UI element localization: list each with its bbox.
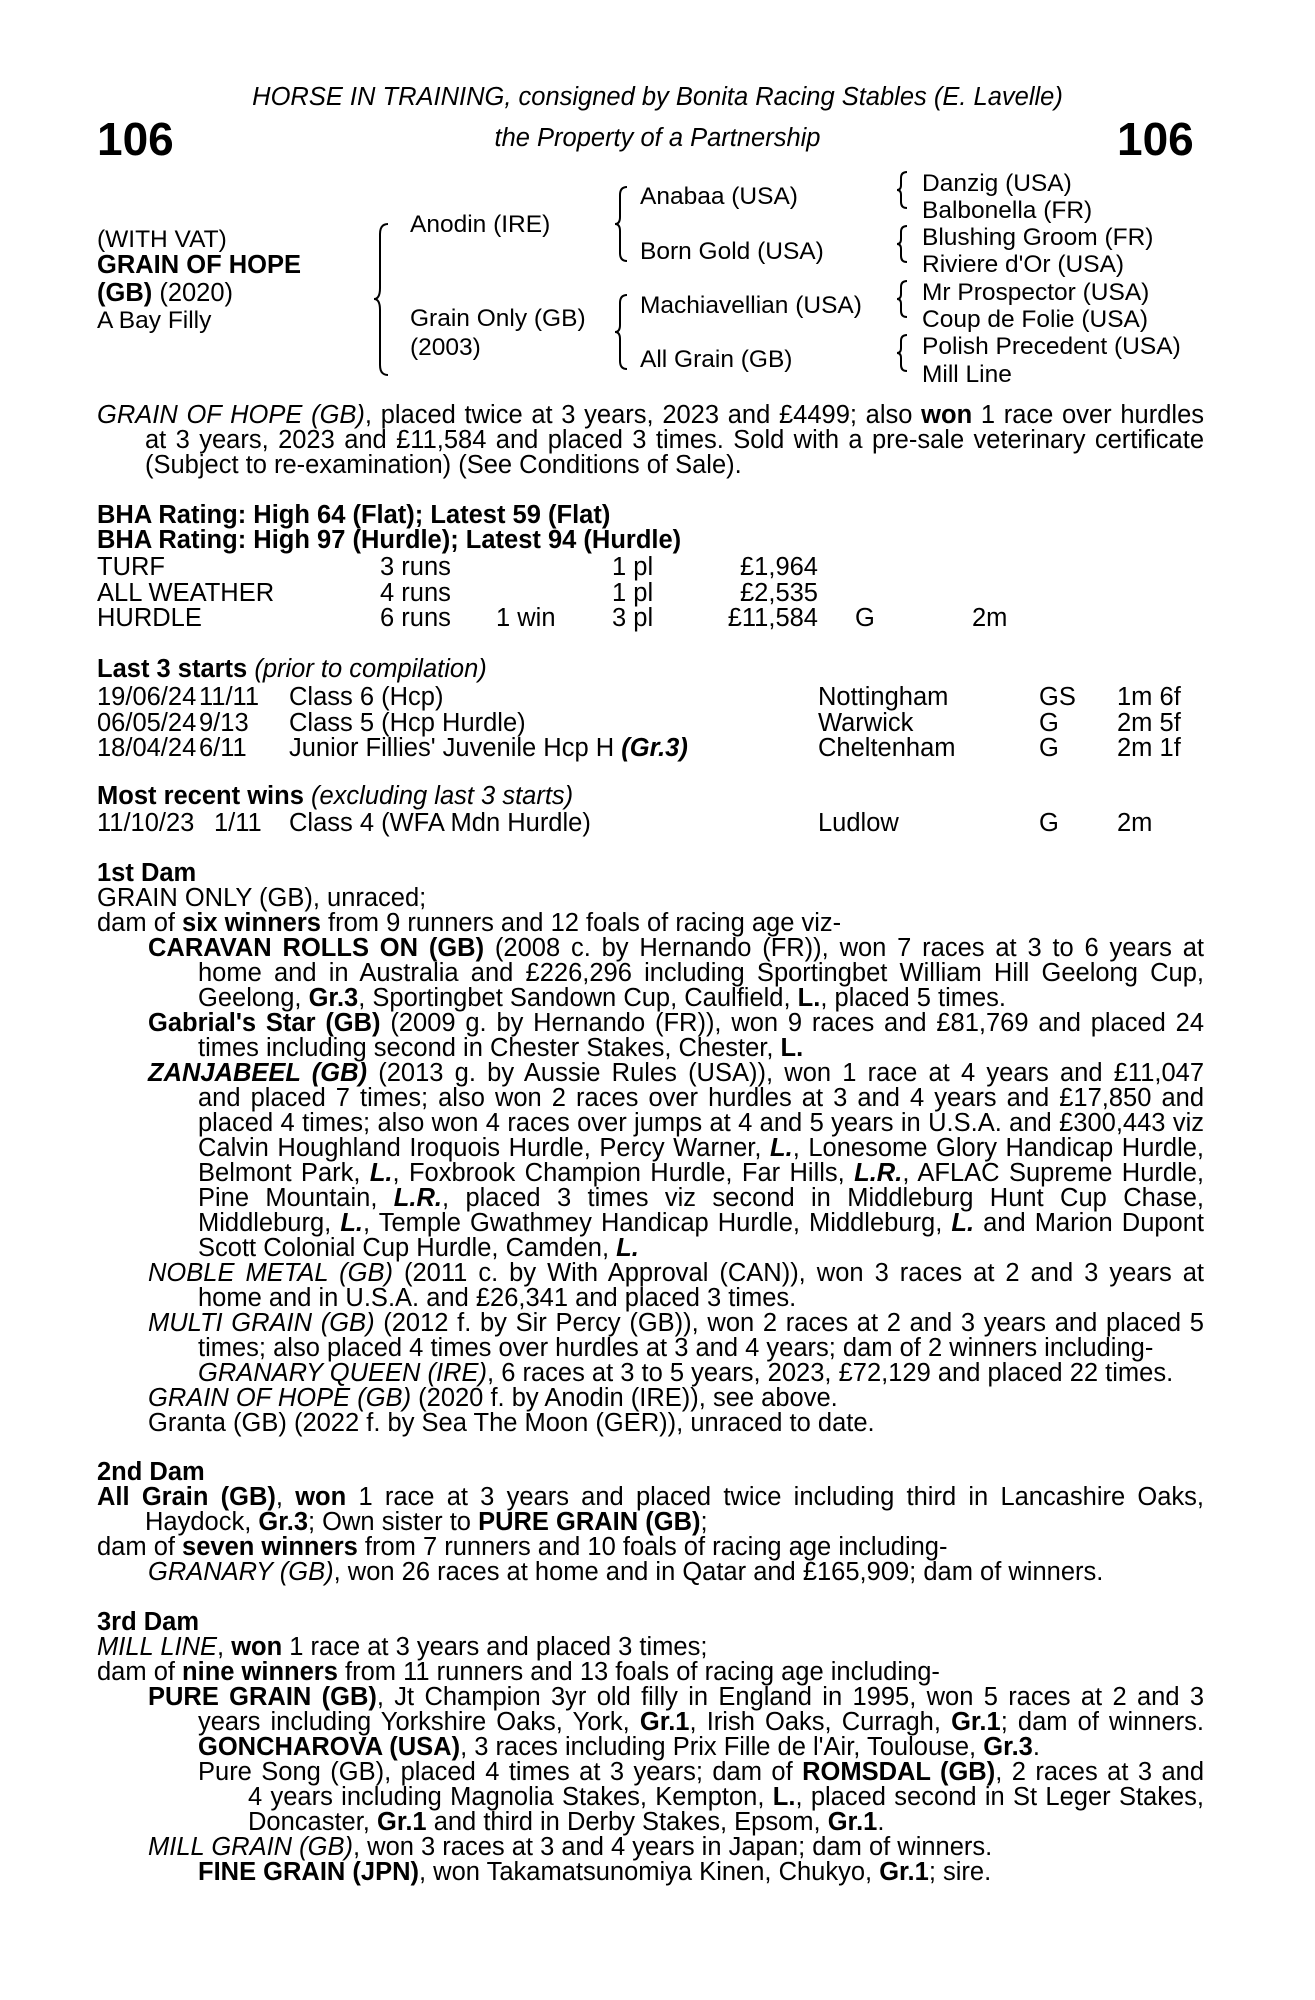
- lot-number-right: 106: [1117, 113, 1194, 165]
- pedigree-brace-sd: [895, 224, 911, 264]
- finegrain-line: FINE GRAIN (JPN), won Takamatsunomiya Kinen, Chukyo, Gr.1; sire.: [198, 1858, 992, 1886]
- pedigree-dss: Mr Prospector (USA): [922, 279, 1150, 306]
- vat-note: (WITH VAT): [97, 226, 227, 253]
- rating-row-placed: 1 pl: [612, 578, 654, 607]
- zanjabeel-line-7: Middleburg, L., Temple Gwathmey Handicap Hurdle, Middleburg, L. and Marion Dupont: [198, 1209, 1205, 1237]
- start-grade: (Gr.3): [621, 734, 688, 762]
- pedigree-dam: Grain Only (GB): [410, 305, 586, 332]
- summary-line-1: GRAIN OF HOPE (GB), placed twice at 3 years, 2023 and £4499; also won 1 race over hurdles: [97, 401, 1204, 429]
- rating-row-placed: 1 pl: [612, 553, 654, 581]
- dam2-line-1: All Grain (GB), won 1 race at 3 years and placed twice including third in Lancashire Oaks,: [97, 1483, 1205, 1511]
- multi-line-1: MULTI GRAIN (GB) (2012 f. by Sir Percy (GB)), won 2 races at 2 and 3 years and placed 5: [148, 1309, 1204, 1337]
- pedigree-dam-year: (2003): [410, 334, 481, 361]
- start-going: G: [1039, 708, 1059, 737]
- zanjabeel-line-2: and placed 7 times; also won 2 races over hurdles at 3 and 4 years and £17,850 and: [198, 1084, 1204, 1112]
- rating-row-going: G: [855, 604, 875, 632]
- summary-line-2: at 3 years, 2023 and £11,584 and placed 3 times. Sold with a pre-sale veterinary certificate: [145, 426, 1204, 454]
- zanjabeel-line-8: Scott Colonial Cup Hurdle, Camden, L.: [198, 1234, 639, 1262]
- start-distance: 2m 5f: [1117, 708, 1181, 737]
- start-position: 9/13: [199, 708, 249, 737]
- start-distance: 1m 6f: [1117, 683, 1181, 711]
- rating-row-runs: 3 runs: [380, 553, 451, 581]
- win-going: G: [1039, 809, 1059, 837]
- start-course: Warwick: [818, 708, 914, 737]
- recent-title: Most recent wins (excluding last 3 starts): [97, 782, 574, 810]
- multi-line-2: times; also placed 4 times over hurdles at 3 and 4 years; dam of 2 winners including-: [198, 1334, 1154, 1362]
- win-race: Class 4 (WFA Mdn Hurdle): [289, 809, 591, 837]
- dam2-title: 2nd Dam: [97, 1458, 205, 1486]
- caravan-line-1: CARAVAN ROLLS ON (GB) (2008 c. by Hernando (FR)), won 7 races at 3 to 6 years at: [148, 934, 1204, 962]
- dam2-line-2: Haydock, Gr.3; Own sister to PURE GRAIN (GB);: [145, 1508, 708, 1536]
- dam1-title: 1st Dam: [97, 859, 197, 887]
- pedigree-dam-sire: Machiavellian (USA): [640, 292, 862, 319]
- millgrain-line: MILL GRAIN (GB), won 3 races at 3 and 4 years in Japan; dam of winners.: [148, 1833, 993, 1861]
- caravan-line-3: Geelong, Gr.3, Sportingbet Sandown Cup, Caulfield, L., placed 5 times.: [198, 984, 1007, 1012]
- dam2-line-4: GRANARY (GB), won 26 races at home and in Qatar and £165,909; dam of winners.: [148, 1558, 1104, 1586]
- gonch-line: GONCHAROVA (USA), 3 races including Prix Fille de l'Air, Toulouse, Gr.3.: [198, 1733, 1040, 1761]
- lot-number-left: 106: [97, 113, 174, 165]
- pedigree-sss: Danzig (USA): [922, 170, 1072, 197]
- pedigree-brace-main: [372, 222, 392, 377]
- rating-row-amount: £2,535: [740, 578, 818, 607]
- song-line-1: Pure Song (GB), placed 4 times at 3 years; dam of ROMSDAL (GB), 2 races at 3 and: [198, 1758, 1204, 1786]
- pedigree-sdd: Riviere d'Or (USA): [922, 251, 1125, 278]
- song-line-2: 4 years including Magnolia Stakes, Kempton, L., placed second in St Leger Stakes,: [248, 1783, 1204, 1811]
- start-going: GS: [1039, 683, 1076, 711]
- start-date: 06/05/24: [97, 708, 197, 737]
- start-position: 11/11: [199, 683, 260, 711]
- rating-row-type: TURF: [97, 553, 165, 581]
- start-distance: 2m 1f: [1117, 734, 1181, 762]
- rating-row-type: HURDLE: [97, 604, 202, 632]
- multi-line-3: GRANARY QUEEN (IRE), 6 races at 3 to 5 years, 2023, £72,129 and placed 22 times.: [198, 1359, 1174, 1387]
- pedigree-dds: Polish Precedent (USA): [922, 333, 1181, 360]
- zanjabeel-line-4: Calvin Houghland Iroquois Hurdle, Percy Warner, L., Lonesome Glory Handicap Hurdle,: [198, 1134, 1205, 1162]
- dam2-line-3: dam of seven winners from 7 runners and 10 foals of racing age including-: [97, 1533, 948, 1561]
- rating-row-distance: 2m: [972, 604, 1008, 632]
- rating-hurdle: BHA Rating: High 97 (Hurdle); Latest 94 (Hurdle): [97, 526, 682, 554]
- win-date: 11/10/23: [97, 809, 195, 837]
- pedigree-brace-sire: [613, 185, 631, 263]
- start-date: 18/04/24: [97, 734, 197, 762]
- rating-flat: BHA Rating: High 64 (Flat); Latest 59 (Flat): [97, 501, 611, 529]
- pedigree-dam-dam: All Grain (GB): [640, 346, 793, 373]
- caravan-line-2: home and in Australia and £226,296 including Sportingbet William Hill Geelong Cup,: [198, 959, 1204, 987]
- win-course: Ludlow: [818, 809, 899, 837]
- pedigree-sire-sire: Anabaa (USA): [640, 183, 798, 210]
- song-line-3: Doncaster, Gr.1 and third in Derby Stakes, Epsom, Gr.1.: [248, 1808, 885, 1836]
- dam3-line-2: dam of nine winners from 11 runners and 13 foals of racing age including-: [97, 1658, 940, 1686]
- last3-title: Last 3 starts (prior to compilation): [97, 655, 487, 683]
- pedigree-brace-ds: [895, 279, 911, 319]
- dam1-line-2: dam of six winners from 9 runners and 12 foals of racing age viz-: [97, 909, 842, 937]
- rating-row-wins: 1 win: [496, 604, 556, 632]
- granta-line: Granta (GB) (2022 f. by Sea The Moon (GER)), unraced to date.: [148, 1409, 875, 1437]
- start-course: Cheltenham: [818, 734, 956, 762]
- rating-row-placed: 3 pl: [612, 604, 654, 632]
- rating-row-type: ALL WEATHER: [97, 578, 275, 607]
- start-race: Class 5 (Hcp Hurdle): [289, 708, 526, 737]
- win-position: 1/11: [214, 809, 262, 837]
- noble-line-2: home and in U.S.A. and £26,341 and placed 3 times.: [198, 1284, 797, 1312]
- property-line: the Property of a Partnership: [494, 124, 821, 152]
- dam3-line-1: MILL LINE, won 1 race at 3 years and placed 3 times;: [97, 1633, 708, 1661]
- rating-row-runs: 6 runs: [380, 604, 451, 632]
- pedigree-brace-dam: [613, 293, 631, 371]
- pure-line-1: PURE GRAIN (GB), Jt Champion 3yr old filly in England in 1995, won 5 races at 2 and 3: [148, 1683, 1204, 1711]
- pedigree-ssd: Balbonella (FR): [922, 197, 1093, 224]
- dam1-line-1: GRAIN ONLY (GB), unraced;: [97, 884, 427, 912]
- zanjabeel-line-1: ZANJABEEL (GB) (2013 g. by Aussie Rules (USA)), won 1 race at 4 years and £11,047: [148, 1059, 1205, 1087]
- summary-line-3: (Subject to re-examination) (See Conditions of Sale).: [145, 451, 742, 479]
- pedigree-sds: Blushing Groom (FR): [922, 224, 1154, 251]
- win-distance: 2m: [1117, 809, 1153, 837]
- dam3-title: 3rd Dam: [97, 1608, 200, 1636]
- start-date: 19/06/24: [97, 683, 197, 711]
- hope-line: GRAIN OF HOPE (GB) (2020 f. by Anodin (IRE)), see above.: [148, 1384, 838, 1412]
- consignor-line: HORSE IN TRAINING, consigned by Bonita Racing Stables (E. Lavelle): [252, 83, 1063, 111]
- pedigree-brace-dd: [895, 333, 911, 373]
- start-race: Junior Fillies' Juvenile Hcp H (Gr.3): [289, 734, 688, 762]
- rating-row-runs: 4 runs: [380, 578, 451, 607]
- horse-description: A Bay Filly: [97, 307, 212, 334]
- start-course: Nottingham: [818, 683, 949, 711]
- pedigree-sire: Anodin (IRE): [410, 211, 551, 238]
- start-race: Class 6 (Hcp): [289, 683, 444, 711]
- noble-line-1: NOBLE METAL (GB) (2011 c. by With Approval (CAN)), won 3 races at 2 and 3 years at: [148, 1259, 1204, 1287]
- pedigree-sire-dam: Born Gold (USA): [640, 238, 824, 265]
- gabrial-line-1: Gabrial's Star (GB) (2009 g. by Hernando (FR)), won 9 races and £81,769 and placed 24: [148, 1009, 1204, 1037]
- start-position: 6/11: [199, 734, 247, 762]
- pedigree-ddd: Mill Line: [922, 361, 1012, 388]
- start-going: G: [1039, 734, 1059, 762]
- horse-origin-year: (GB) (2020): [97, 279, 234, 307]
- pedigree-dsd: Coup de Folie (USA): [922, 306, 1149, 333]
- zanjabeel-line-6: Pine Mountain, L.R., placed 3 times viz second in Middleburg Hunt Cup Chase,: [198, 1184, 1204, 1212]
- zanjabeel-line-3: placed 4 times; also won 4 races over jumps at 4 and 5 years in U.S.A. and £300,443 viz: [198, 1109, 1204, 1137]
- gabrial-line-2: times including second in Chester Stakes, Chester, L.: [198, 1034, 804, 1062]
- pedigree-brace-ss: [895, 170, 911, 210]
- horse-name: GRAIN OF HOPE: [97, 251, 302, 279]
- pure-line-2: years including Yorkshire Oaks, York, Gr.1, Irish Oaks, Curragh, Gr.1; dam of winners.: [198, 1708, 1204, 1736]
- zanjabeel-line-5: Belmont Park, L., Foxbrook Champion Hurdle, Far Hills, L.R., AFLAC Supreme Hurdle,: [198, 1159, 1205, 1187]
- rating-row-amount: £11,584: [727, 604, 818, 632]
- rating-row-amount: £1,964: [740, 553, 818, 581]
